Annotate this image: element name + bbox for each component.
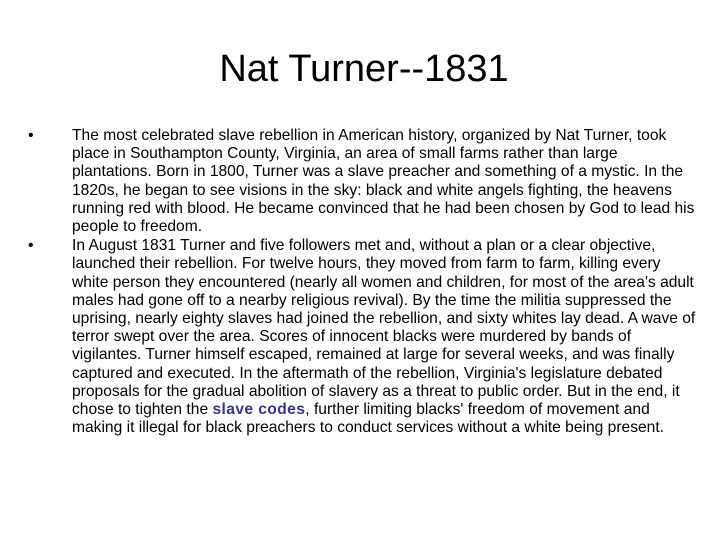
bullet-icon: • bbox=[28, 237, 34, 255]
bullet-item-rebellion bbox=[28, 237, 696, 437]
bullet-list bbox=[28, 127, 696, 438]
bullet-icon: • bbox=[28, 127, 34, 144]
slave-codes-link[interactable]: slave codes bbox=[212, 401, 306, 419]
bullet-item-origins bbox=[28, 127, 696, 236]
bullet-text: The most celebrated slave rebellion in American history, organized by Nat Turner, took place in Southampton County, Virginia, an area of small farms rather than large plantations. Born in 1800, Turner was a slave preacher and something of a mystic. In the 1820s, he began to see visions in the sky: black and white angels fighting, the heavens running red with blood. He became convinced that he had been chosen by God to lead his people to freedom. bbox=[72, 127, 695, 236]
slide-title: Nat Turner--1831 bbox=[219, 48, 509, 90]
bullet-text-part-1: In August 1831 Turner and five followers met and, without a plan or a clear objective, launched their rebellion. For twelve hours, they moved from farm to farm, killing every white person they encountered (nearly all women and children, for most of the area's adult males had gone off to a nearby religious revival). By the time the militia suppressed the uprising, nearly eighty slaves had joined the rebellion, and sixty whites lay dead. A wave of terror swept over the area. Scores of innocent blacks were murdered by bands of vigilantes. Turner himself escaped, remained at large for several weeks, and was finally captured and executed. In the aftermath of the rebellion, Virginia's legislature debated proposals for the gradual abolition of slavery as a threat to public order. But in the end, it chose to tighten the bbox=[72, 237, 696, 419]
bullet-text-part-2: , further limiting blacks' freedom of movement and making it illegal for black preachers to conduct services without a white being present. bbox=[72, 401, 664, 437]
